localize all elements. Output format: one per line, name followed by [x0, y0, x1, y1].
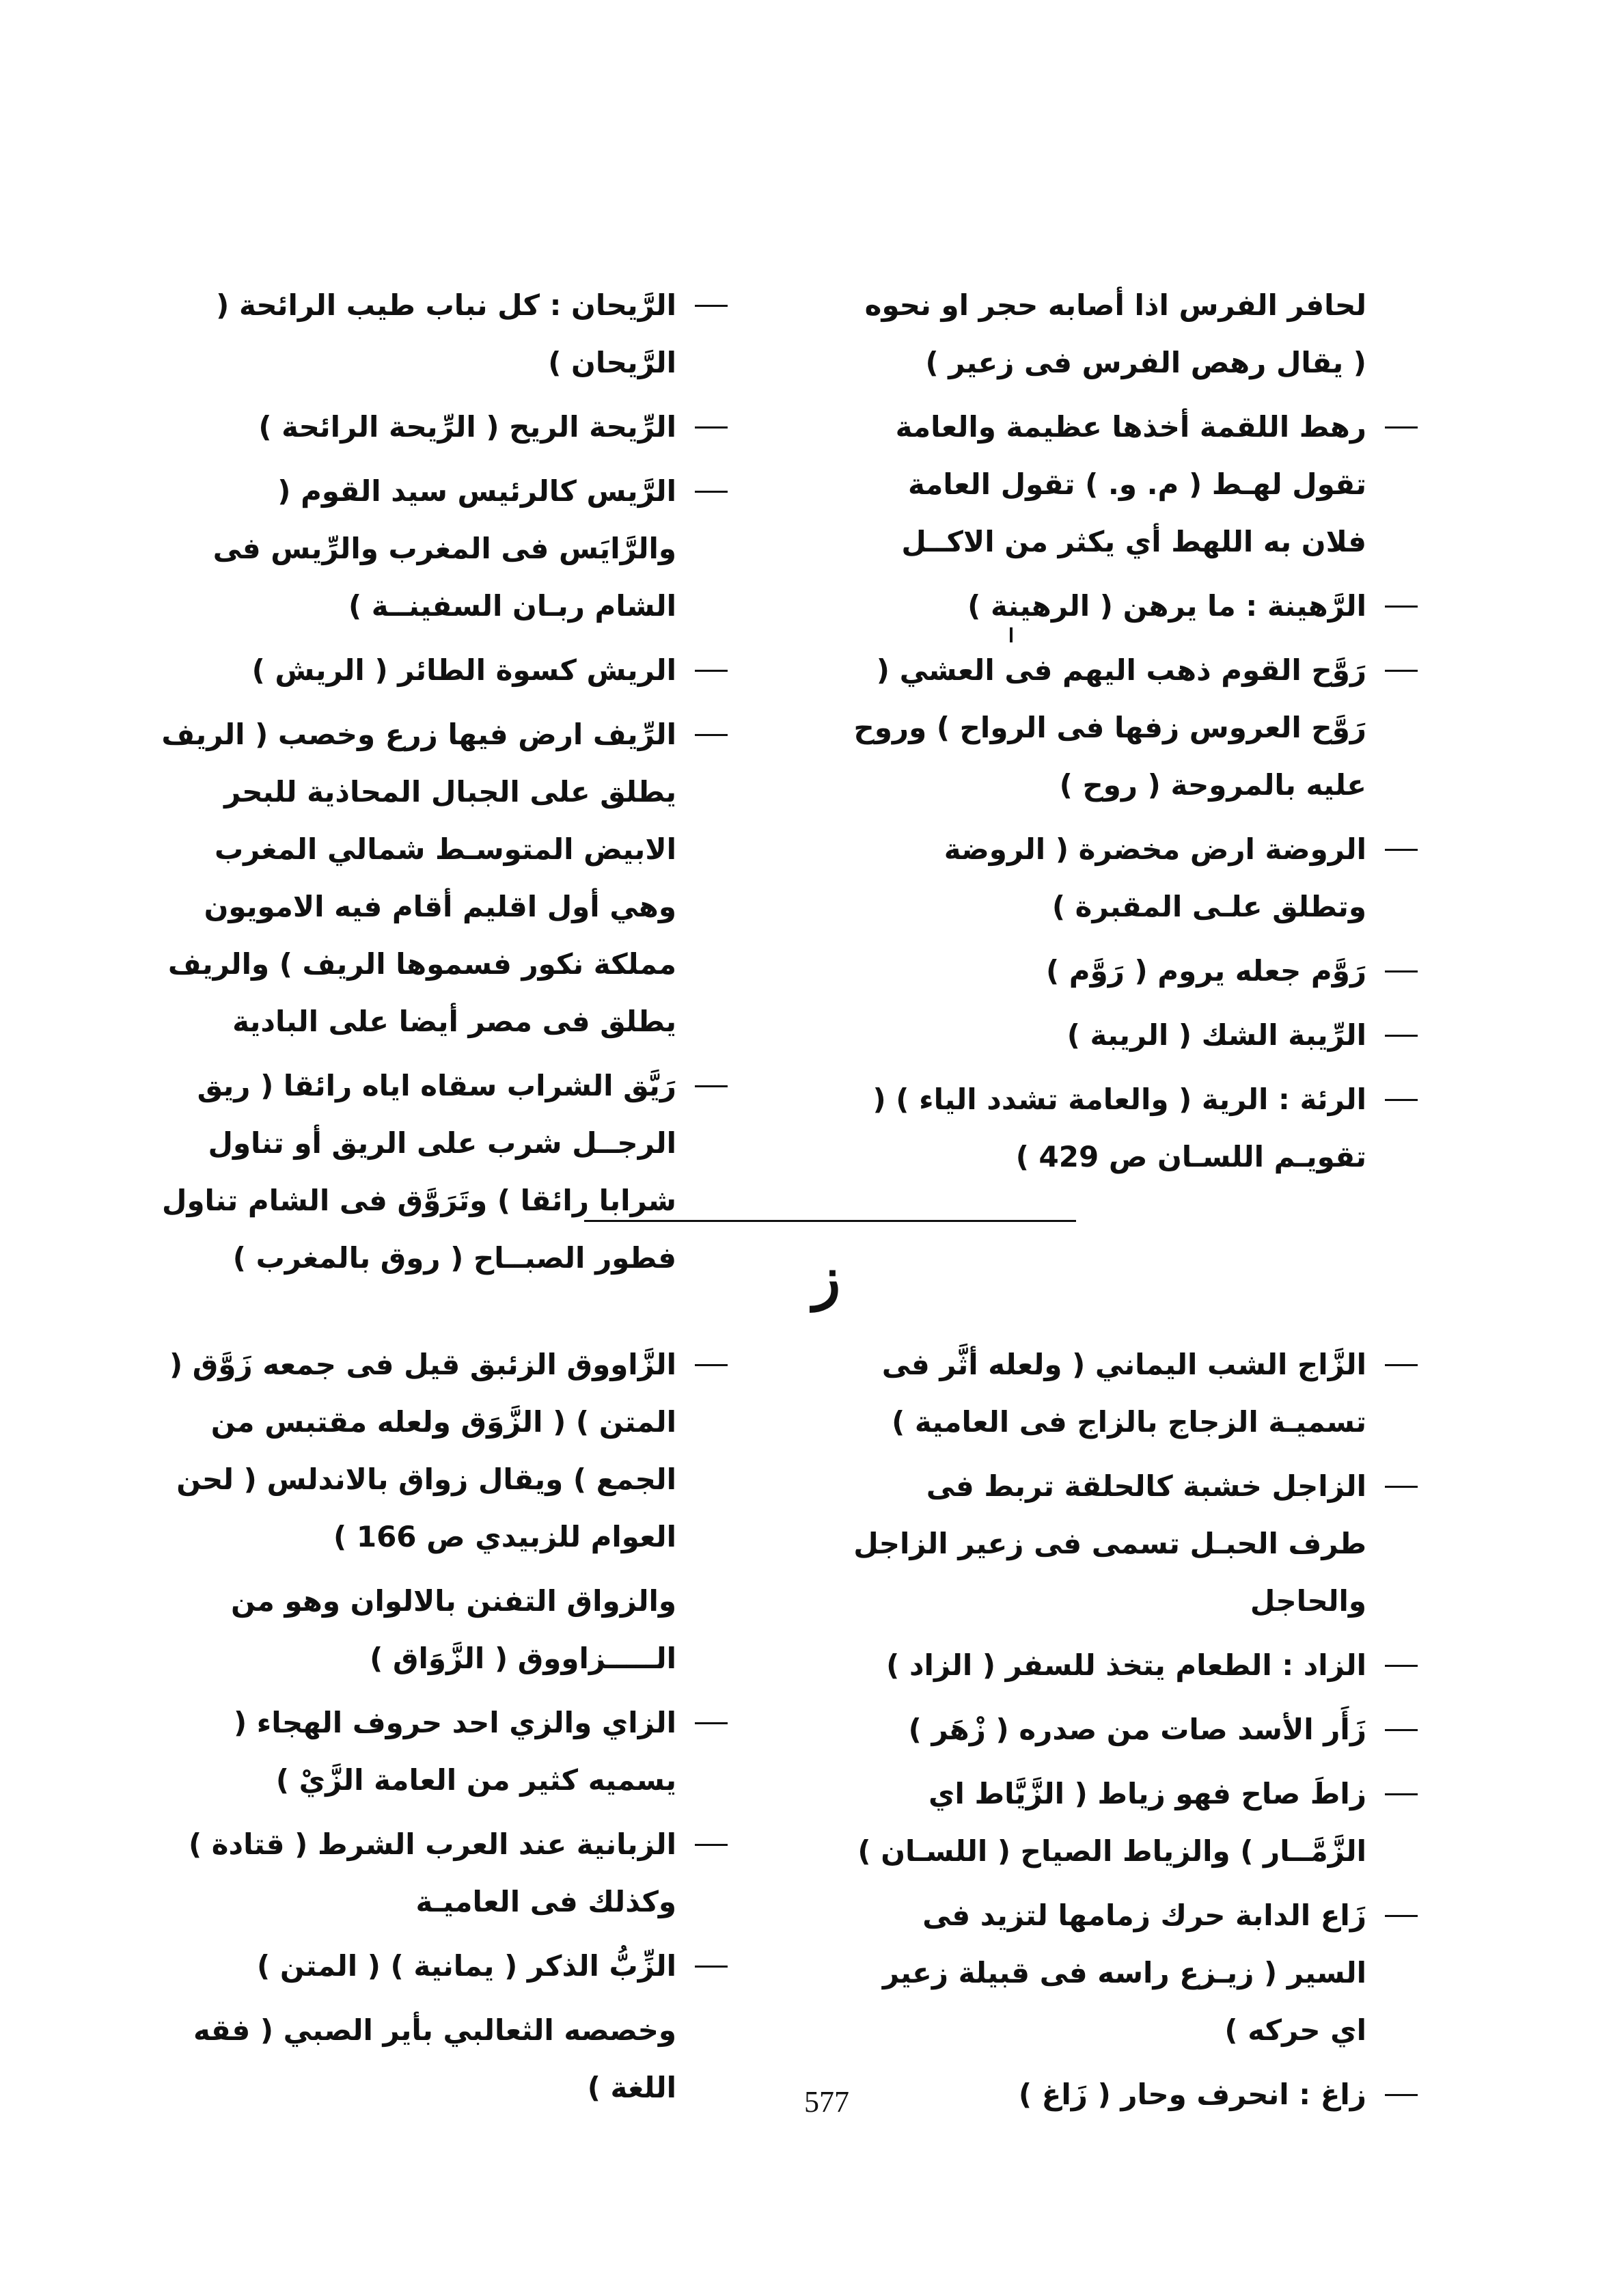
entry-text: الزِّبُّ الذكر ( يمانية ) ( المتن ): [257, 1949, 676, 1983]
entry-dash: [695, 670, 728, 672]
margin-mark: [1010, 627, 1013, 642]
dictionary-entry: [161, 642, 728, 699]
entry-dash: [1385, 426, 1418, 429]
entry-dash: [1385, 606, 1418, 608]
bottom-left-column: [161, 1336, 728, 2123]
dictionary-entry: [161, 1938, 728, 1995]
dictionary-entry: [161, 1057, 728, 1287]
dictionary-entry: [851, 1765, 1418, 1880]
dictionary-entry: [851, 1007, 1418, 1064]
entry-dash: [695, 1722, 728, 1724]
section-letter: ز: [812, 1244, 841, 1311]
entry-text: الرِّيف ارض فيها زرع وخصب ( الريف يطلق على الجبال المحاذية للبحر الابيض المتوسـط شمالي المغرب وهي أول اقليم أقام فيه الامويون مملكة نكور فسموها الريف ) والريف يطلق فى مصر أيضا على البادية: [161, 718, 676, 1038]
entry-text: رَيَّق الشراب سقاه اياه رائقا ( ريق الرجــل شرب على الريق أو تناول شرابا رائقا ) وتَرَوَّق فى الشام تناول فطور الصبــاح ( روق بالمغرب ): [162, 1069, 676, 1275]
entry-dash: [1385, 670, 1418, 672]
entry-text: الرئة : الرية ( والعامة تشدد الياء ) ( تقويـم اللسـان ص 429 ): [872, 1083, 1366, 1173]
entry-text: الريش كسوة الطائر ( الريش ): [251, 653, 676, 687]
entry-dash: [1385, 849, 1418, 851]
entry-dash: [695, 1966, 728, 1968]
dictionary-entry: [851, 1637, 1418, 1694]
entry-text: زاغ : انحرف وحار ( زَاغ ): [1018, 2078, 1366, 2111]
entry-text: الرَّيس كالرئيس سيد القوم ( والرَّايَس فى المغرب والرِّيس فى الشام ربـان السفينــة ): [212, 474, 676, 623]
dictionary-entry: [851, 2066, 1418, 2123]
entry-dash: [695, 1085, 728, 1087]
dictionary-entry: [851, 1458, 1418, 1630]
entry-dash: [1385, 1665, 1418, 1667]
entry-text: الرَّيحان : كل نباب طيب الرائحة ( الرَّيحان ): [216, 288, 676, 379]
dictionary-entry: [851, 1336, 1418, 1451]
entry-dash: [695, 491, 728, 493]
entry-dash: [695, 734, 728, 736]
entry-dash: [695, 426, 728, 429]
dictionary-entry: [161, 277, 728, 392]
entry-text: الزَّاووق الزئبق قيل فى جمعه زَوَّق ( المتن ) ( الزَّوَق ولعله مقتبس من الجمع ) ويقال زواق بالاندلس ( لحن العوام للزبيدي ص 166 ): [169, 1348, 676, 1553]
entry-text: الرِّيحة الريح ( الرِّيحة الرائحة ): [258, 410, 676, 444]
entry-text: لحافر الفرس اذا أصابه حجر او نحوه ( يقال رهص الفرس فى زعير ): [864, 288, 1366, 379]
dictionary-entry: [851, 642, 1418, 814]
entry-dash: [695, 1364, 728, 1366]
entry-text: الرِّيبة الشك ( الريبة ): [1066, 1018, 1366, 1052]
top-left-column: [161, 277, 728, 1294]
dictionary-entry: [161, 1694, 728, 1809]
entry-dash: [1385, 1364, 1418, 1366]
entry-dash: [1385, 1486, 1418, 1488]
entry-dash: [695, 1844, 728, 1846]
entry-text: الزاجل خشبة كالحلقة تربط فى طرف الحبـل تسمى فى زعير الزاجل والحاجل: [853, 1469, 1366, 1618]
bottom-right-column: [851, 1336, 1418, 2130]
entry-text: الزاد : الطعام يتخذ للسفر ( الزاد ): [886, 1648, 1366, 1682]
entry-dash: [1385, 970, 1418, 973]
entry-text: الروضة ارض مخضرة ( الروضة وتطلق علـى المقبرة ): [944, 832, 1366, 923]
entry-dash: [1385, 1793, 1418, 1795]
entry-dash: [1385, 1729, 1418, 1731]
entry-text: الرَّهينة : ما يرهن ( الرهينة ): [967, 589, 1366, 623]
entry-text: الزاي والزي احد حروف الهجاء ( يسميه كثير من العامة الزَّيْ ): [233, 1706, 676, 1797]
dictionary-entry: [161, 398, 728, 456]
dictionary-entry: [161, 1816, 728, 1931]
entry-text: الزبانية عند العرب الشرط ( قتادة ) وكذلك فى العاميـة: [188, 1827, 676, 1918]
entry-dash: [1385, 1915, 1418, 1917]
dictionary-entry: [851, 577, 1418, 635]
page-number: 577: [804, 2085, 849, 2119]
entry-text: والزواق التفنن بالالوان وهو من الـــــزاووق ( الزَّوَاق ): [231, 1584, 676, 1675]
entry-text: رَوَّم جعله يروم ( رَوَّم ): [1045, 954, 1366, 988]
dictionary-entry: [851, 277, 1418, 392]
entry-dash: [695, 305, 728, 307]
entry-text: الزَّاج الشب اليماني ( ولعله أثَّر فى تسميـة الزجاج بالزاج فى العامية ): [881, 1348, 1366, 1439]
entry-dash: [1385, 1035, 1418, 1037]
entry-text: رهط اللقمة أخذها عظيمة والعامة تقول لهـط ( م. و. ) تقول العامة فلان به اللهط أي يكثر من الاكــل: [895, 410, 1366, 558]
dictionary-entry: [851, 821, 1418, 936]
entry-text: رَوَّح القوم ذهب اليهم فى العشي ( رَوَّح العروس زفها فى الرواح ) وروح عليه بالمروحة ( روح ): [853, 653, 1366, 802]
dictionary-entry: [161, 2002, 728, 2117]
dictionary-entry: [161, 1573, 728, 1687]
entry-text: وخصصه الثعالبي بأير الصبي ( فقه اللغة ): [193, 2013, 676, 2104]
entry-dash: [1385, 2094, 1418, 2096]
dictionary-entry: [851, 942, 1418, 1000]
entry-text: زاطَ صاح فهو زياط ( الزَّيَّاط اي الزَّمَّــار ) والزياط الصياح ( اللسـان ): [857, 1777, 1366, 1868]
entry-dash: [1385, 1099, 1418, 1101]
section-divider: [584, 1220, 1076, 1222]
dictionary-entry: [161, 706, 728, 1050]
dictionary-entry: [851, 398, 1418, 571]
dictionary-entry: [161, 1336, 728, 1566]
dictionary-entry: [161, 463, 728, 635]
top-right-column: [851, 277, 1418, 1193]
entry-text: زَاع الدابة حرك زمامها لتزيد فى السير ( زيـزع راسه فى قبيلة زعير اي حركه ): [882, 1899, 1366, 2047]
entry-text: زَأَر الأسد صات من صدره ( زْهَر ): [908, 1713, 1366, 1746]
dictionary-entry: [851, 1071, 1418, 1186]
dictionary-entry: [851, 1701, 1418, 1758]
dictionary-entry: [851, 1887, 1418, 2059]
